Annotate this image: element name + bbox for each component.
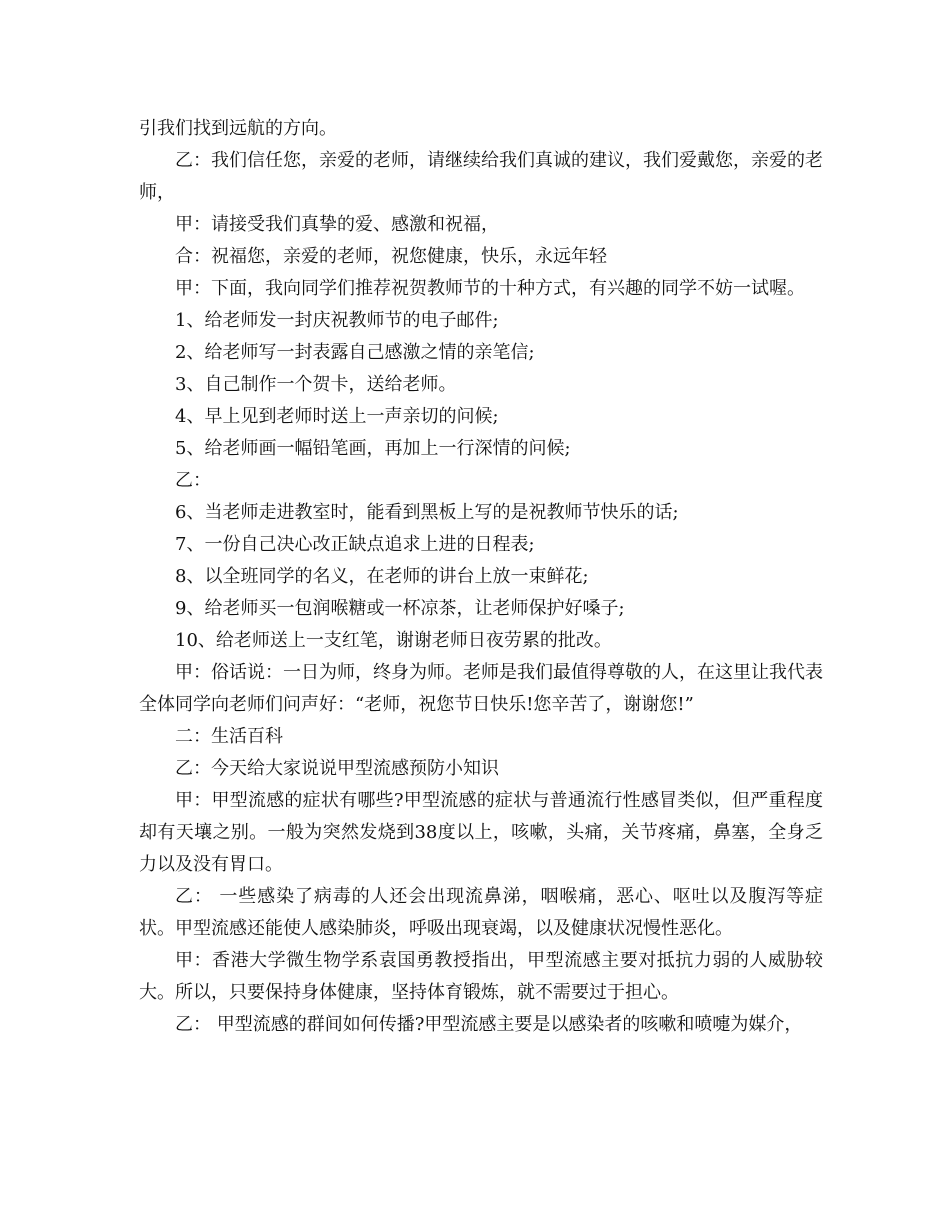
list-item: 9、给老师买一包润喉糖或一杯凉茶，让老师保护好嗓子;: [175, 598, 625, 619]
paragraph: 甲：甲型流感的症状有哪些?甲型流感的症状与普通流行性感冒类似，但严重程度却有天壤之别。一般为突然发烧到38度以上，咳嗽，头痛，关节疼痛，鼻塞，全身乏力以及没有胃口。: [139, 790, 823, 875]
paragraph: 合：祝福您，亲爱的老师，祝您健康，快乐，永远年轻: [175, 246, 607, 267]
list-item: 6、当老师走进教室时，能看到黑板上写的是祝教师节快乐的话;: [175, 502, 679, 523]
paragraph: 甲：香港大学微生物学系袁国勇教授指出，甲型流感主要对抵抗力弱的人威胁较大。所以，只要保持身体健康，坚持体育锻炼，就不需要过于担心。: [139, 950, 823, 1003]
paragraph: 乙：今天给大家说说甲型流感预防小知识: [175, 758, 499, 779]
paragraph: 甲：俗话说：一日为师，终身为师。老师是我们最值得尊敬的人，在这里让我代表全体同学向老师们问声好：“老师，祝您节日快乐!您辛苦了，谢谢您!”: [139, 662, 823, 715]
paragraph: 甲：请接受我们真挚的爱、感激和祝福，: [175, 214, 499, 235]
document-body: [139, 113, 823, 1041]
section-heading: 二：生活百科: [175, 726, 283, 747]
list-item: 5、给老师画一幅铅笔画，再加上一行深情的问候;: [175, 438, 571, 459]
paragraph: 甲：下面，我向同学们推荐祝贺教师节的十种方式，有兴趣的同学不妨一试喔。: [175, 278, 805, 299]
list-item: 2、给老师写一封表露自己感激之情的亲笔信;: [175, 342, 535, 363]
list-item: 8、以全班同学的名义，在老师的讲台上放一束鲜花;: [175, 566, 589, 587]
list-item: 10、给老师送上一支红笔，谢谢老师日夜劳累的批改。: [175, 630, 612, 651]
list-item: 3、自己制作一个贺卡，送给老师。: [175, 374, 457, 395]
paragraph: 乙：我们信任您，亲爱的老师，请继续给我们真诚的建议，我们爱戴您，亲爱的老师，: [139, 150, 823, 203]
list-item: 1、给老师发一封庆祝教师节的电子邮件;: [175, 310, 499, 331]
paragraph: 乙：: [175, 470, 211, 491]
paragraph: 乙： 一些感染了病毒的人还会出现流鼻涕，咽喉痛，恶心、呕吐以及腹泻等症状。甲型流感还能使人感染肺炎，呼吸出现衰竭，以及健康状况慢性恶化。: [139, 886, 823, 939]
paragraph: 引我们找到远航的方向。: [139, 118, 337, 139]
list-item: 7、一份自己决心改正缺点追求上进的日程表;: [175, 534, 535, 555]
list-item: 4、早上见到老师时送上一声亲切的问候;: [175, 406, 499, 427]
paragraph: 乙： 甲型流感的群间如何传播?甲型流感主要是以感染者的咳嗽和喷嚏为媒介，: [175, 1014, 803, 1035]
